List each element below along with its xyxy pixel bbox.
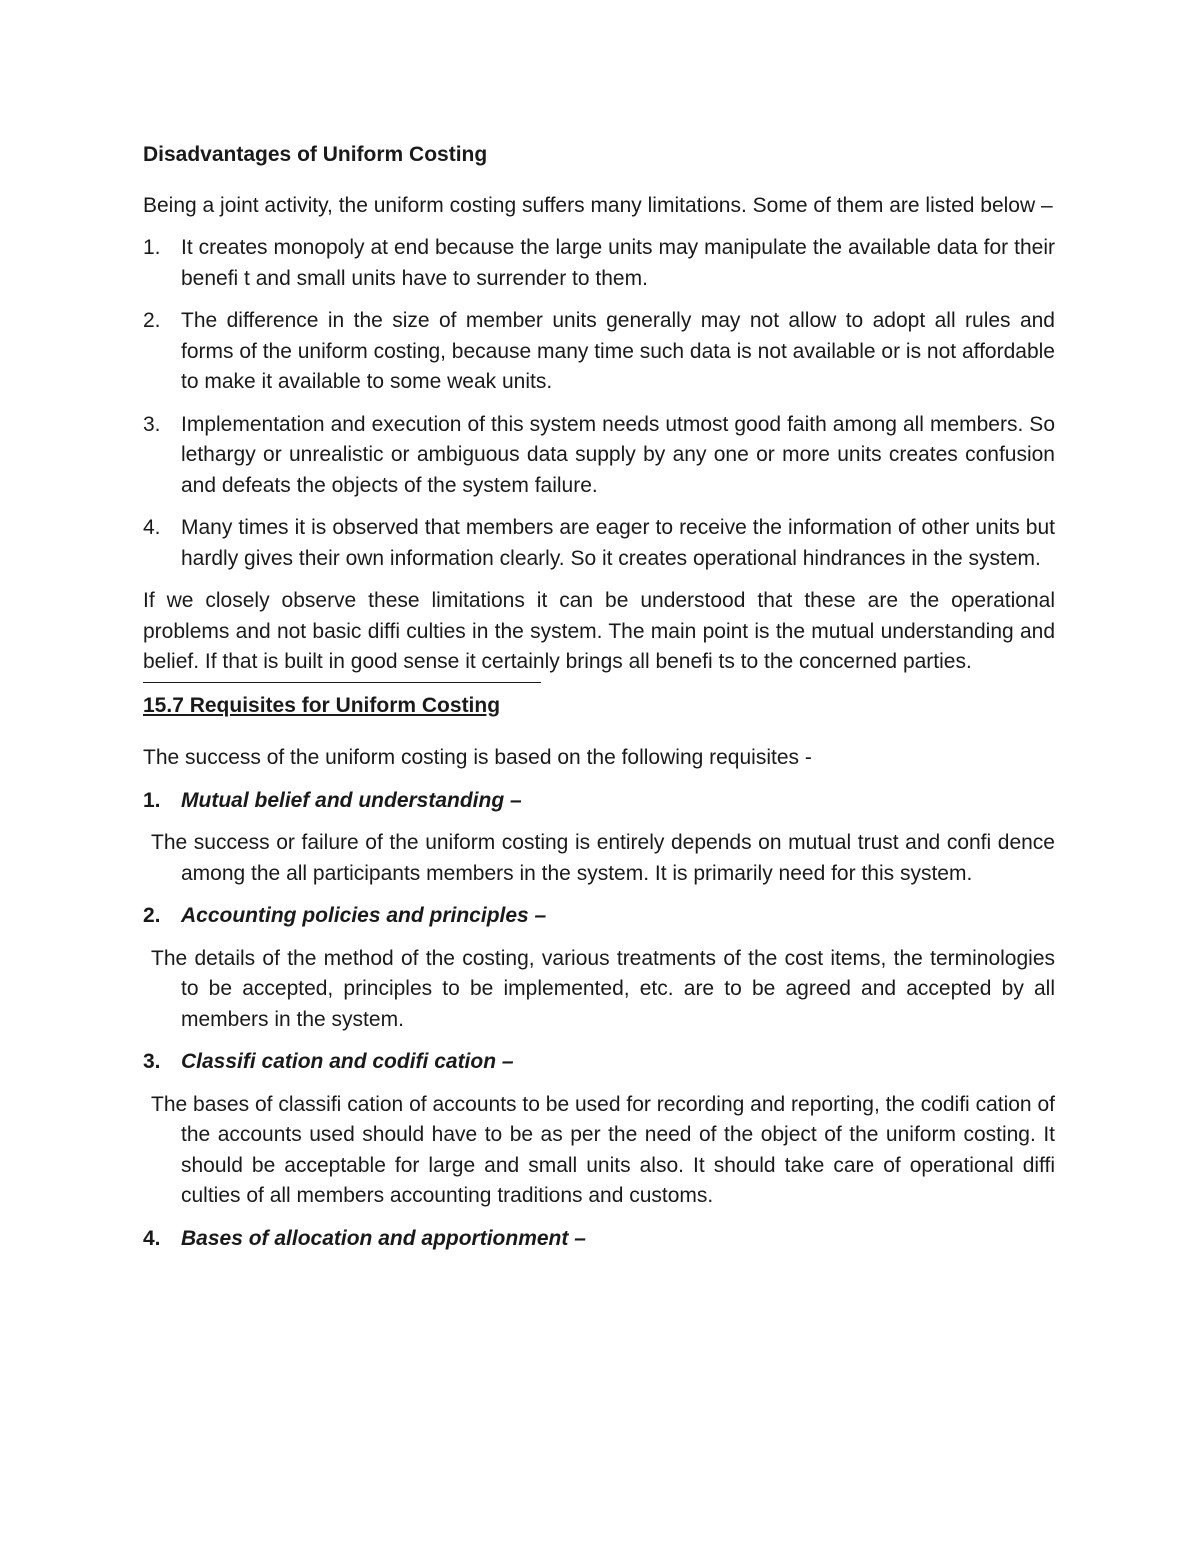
list-item <box>143 410 1055 502</box>
document-page <box>143 140 1055 1266</box>
list-item <box>143 513 1055 574</box>
section-divider <box>143 682 541 683</box>
requisites-heading: 15.7 Requisites for Uniform Costing <box>143 693 501 717</box>
requisites-intro: The success of the uniform costing is based on the following requisites - <box>143 746 812 769</box>
requisite-title <box>143 1224 1055 1255</box>
list-item-number: 1. <box>143 236 161 259</box>
list-item <box>143 306 1055 398</box>
requisite-title <box>143 786 1055 817</box>
requisite-title <box>143 1047 1055 1078</box>
requisite-number: 4. <box>143 1226 161 1250</box>
requisite-number: 3. <box>143 1050 161 1073</box>
requisite-number: 1. <box>143 788 161 812</box>
disadvantages-intro: Being a joint activity, the uniform costing suffers many limitations. Some of them are listed below – <box>143 193 1053 217</box>
requisite-number: 2. <box>143 904 161 927</box>
list-item-number: 4. <box>143 516 161 539</box>
list-item-text: Implementation and execution of this system needs utmost good faith among all members. So lethargy or unrealistic or ambiguous data supply by any one or more units creates confusion and defeats the objects of the system failure. <box>181 412 1055 497</box>
requisite-body: The success or failure of the uniform costing is entirely depends on mutual trust and confi dence among the all participants members in the system. It is primarily need for this system. <box>151 831 1055 885</box>
disadvantages-list <box>143 233 1055 574</box>
list-item-number: 2. <box>143 309 161 332</box>
requisite-title-text: Accounting policies and principles – <box>181 904 547 927</box>
list-item-number: 3. <box>143 412 161 436</box>
list-item-text: The difference in the size of member units generally may not allow to adopt all rules and forms of the uniform costing, because many time such data is not available or is not affordable to make it available to some weak units. <box>181 309 1055 393</box>
requisite-title <box>143 901 1055 932</box>
list-item-text: It creates monopoly at end because the large units may manipulate the available data for their benefi t and small units have to surrender to them. <box>181 236 1055 290</box>
requisite-body: The details of the method of the costing, various treatments of the cost items, the terminologies to be accepted, principles to be implemented, etc. are to be agreed and accepted by all members in the system. <box>151 946 1055 1031</box>
list-item <box>143 233 1055 294</box>
requisite-title-text: Bases of allocation and apportionment – <box>181 1226 586 1250</box>
requisite-body: The bases of classifi cation of accounts to be used for recording and reporting, the codifi cation of the accounts used should have to be as per the need of the object of the uniform costing. It should be acceptable for large and small units also. It should take care of operational diffi culties of all members accounting traditions and customs. <box>151 1092 1055 1207</box>
disadvantages-conclusion: If we closely observe these limitations it can be understood that these are the operational problems and not basic diffi culties in the system. The main point is the mutual understanding and belief. If that is built in good sense it certainly brings all benefi ts to the concerned parties. <box>143 589 1055 673</box>
disadvantages-heading: Disadvantages of Uniform Costing <box>143 143 488 166</box>
requisite-title-text: Classifi cation and codifi cation – <box>181 1050 514 1073</box>
requisite-title-text: Mutual belief and understanding – <box>181 788 522 812</box>
list-item-text: Many times it is observed that members are eager to receive the information of other units but hardly gives their own information clearly. So it creates operational hindrances in the system. <box>181 516 1055 570</box>
